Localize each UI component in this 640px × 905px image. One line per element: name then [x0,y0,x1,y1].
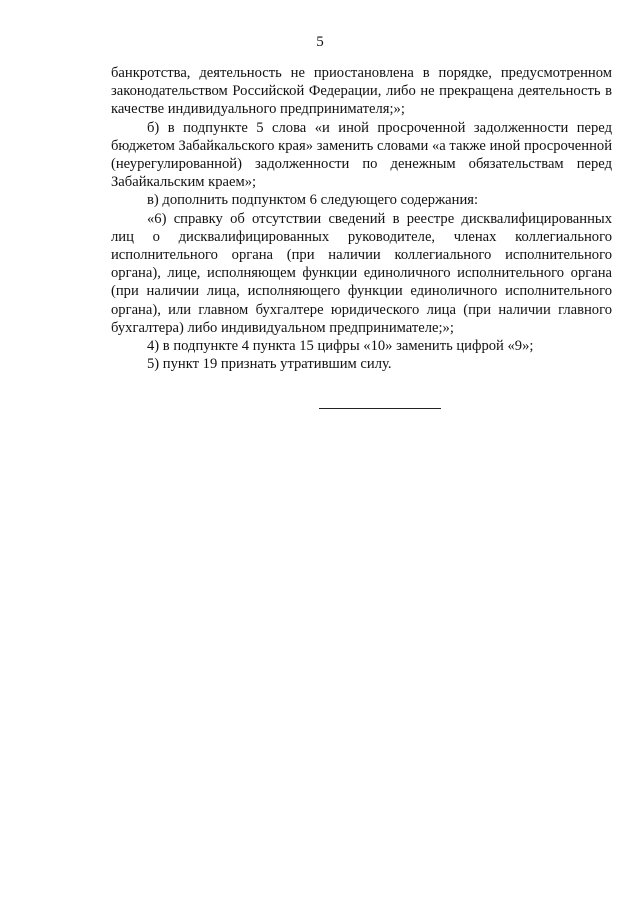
paragraph-quoted-subitem-6: «6) справку об отсутствии сведений в реестре дисквалифицированных лиц о дисквалифицированных руководителе, членах коллегиального исполнительного органа (при наличии коллегиального исполнительного органа), лице, исполняющем функции единоличного исполнительного органа (при наличии лица, исполняющего функции единоличного исполнительного органа), или главном бухгалтере юридического лица (при наличии главного бухгалтера) либо индивидуальном предпринимателе;»; [111,210,612,336]
document-body [111,64,612,373]
paragraph-item-5: 5) пункт 19 признать утратившим силу. [147,356,392,373]
paragraph-continuation: банкротства, деятельность не приостановлена в порядке, предусмотренном законодательством Российской Федерации, либо не прекращена деятельность в качестве индивидуального предпринимателя;»; [111,65,612,118]
paragraph-subitem-v: в) дополнить подпунктом 6 следующего содержания: [147,192,479,209]
page-number: 5 [316,34,324,50]
end-of-document-rule [319,408,441,409]
paragraph-item-4: 4) в подпункте 4 пункта 15 цифры «10» заменить цифрой «9»; [147,338,534,355]
paragraph-subitem-b: б) в подпункте 5 слова «и иной просроченной задолженности перед бюджетом Забайкальского края» заменить словами «а также иной просроченной (неурегулированной) задолженности по денежным обязательствам перед Забайкальским краем»; [111,119,612,191]
